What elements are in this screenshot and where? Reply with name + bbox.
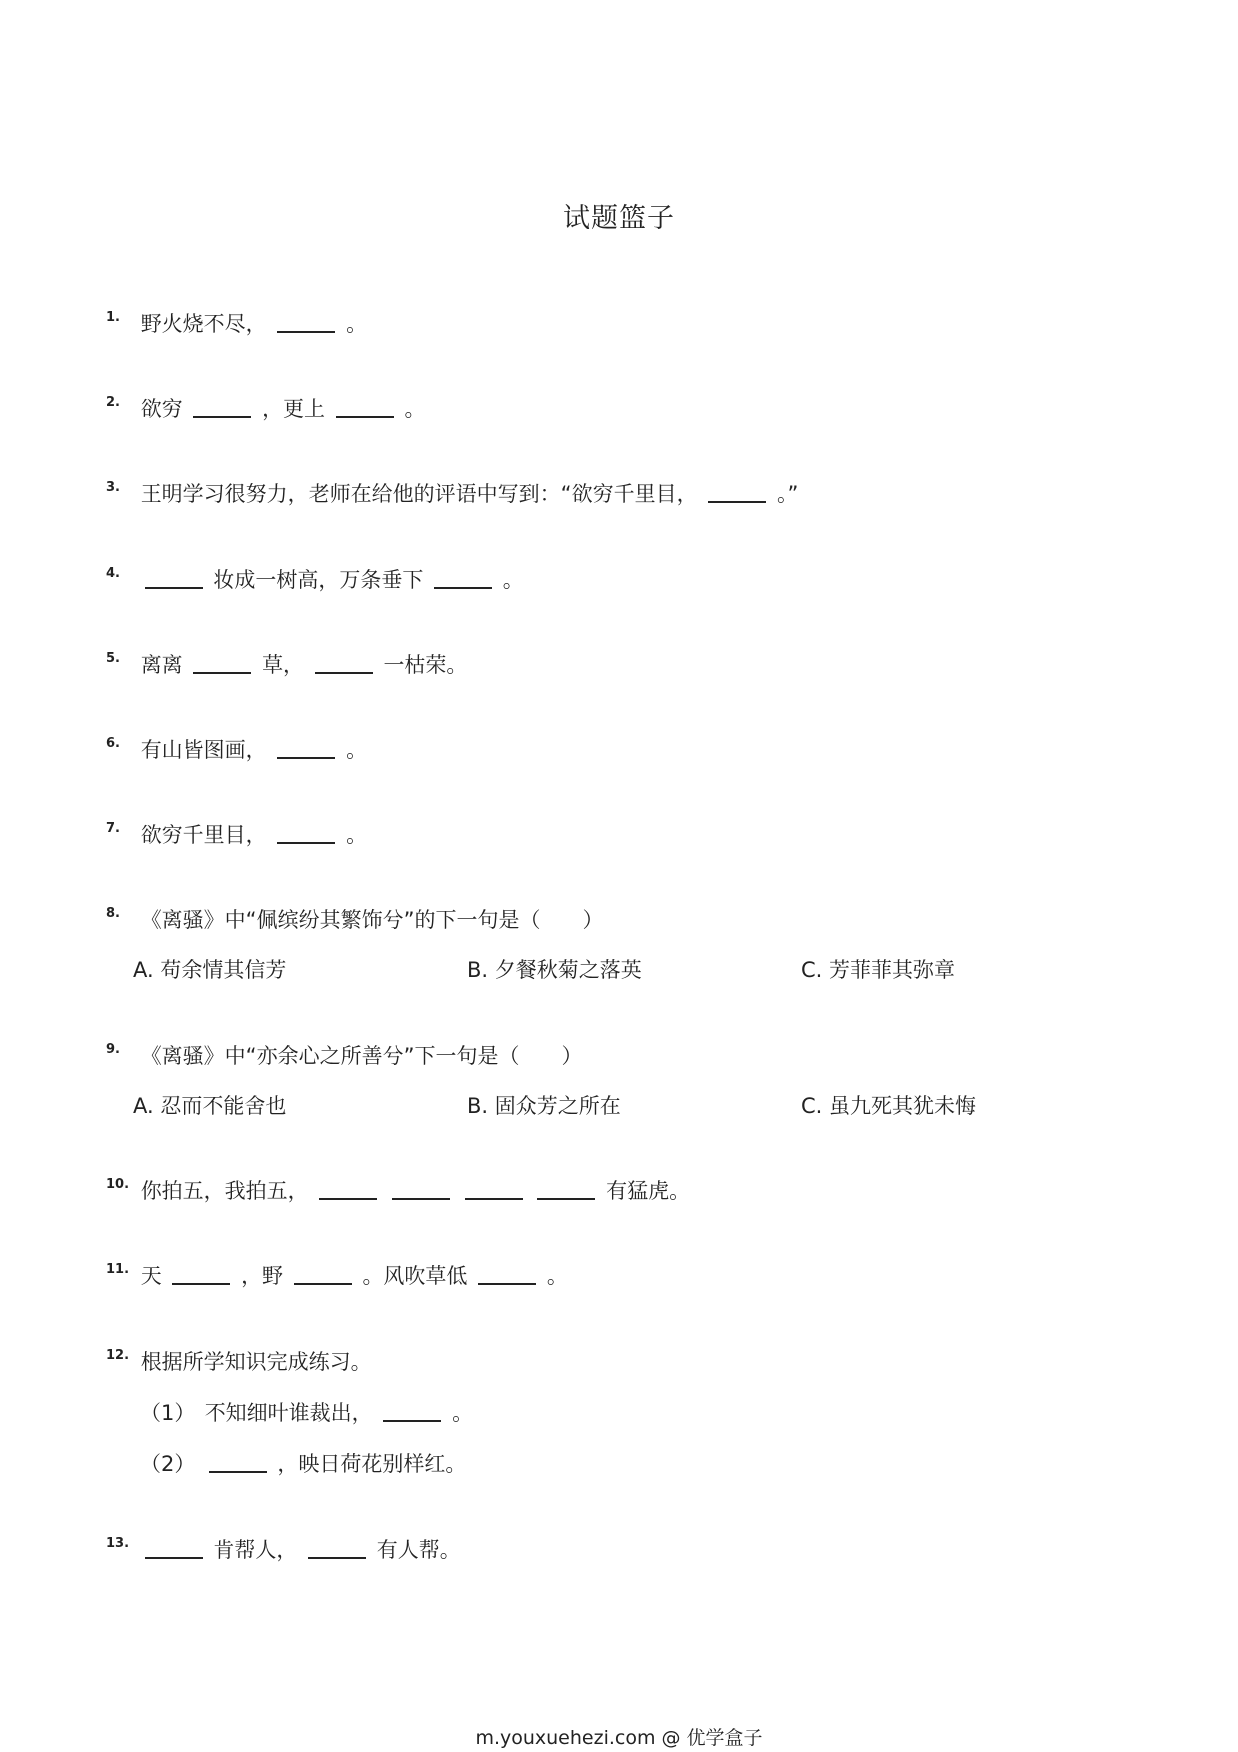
question-text: 王明学习很努力，老师在给他的评语中写到：“欲穷千里目， [140, 482, 698, 506]
question-text: 根据所学知识完成练习。 [140, 1350, 372, 1374]
answer-blank[interactable] [315, 652, 373, 674]
sub-question-label: （1） [140, 1401, 196, 1425]
answer-blank[interactable] [308, 1537, 366, 1559]
answer-blank[interactable] [209, 1451, 267, 1473]
question-number: 13. [106, 1536, 130, 1551]
question-text: 。” [776, 482, 799, 506]
question-number: 9. [106, 1042, 120, 1057]
page-title: 试题篮子 [563, 203, 675, 234]
question-1 [106, 308, 367, 338]
answer-blank[interactable] [145, 567, 203, 589]
sub-question-1 [140, 1397, 473, 1427]
question-number: 3. [106, 480, 120, 495]
question-text: 草， [262, 653, 305, 677]
question-3 [106, 478, 798, 508]
question-number: 2. [106, 395, 120, 410]
question-number: 6. [106, 736, 120, 751]
option-c[interactable]: C. 芳菲菲其弥章 [801, 958, 956, 982]
question-text: 有猛虎。 [606, 1179, 691, 1203]
sub-question-2 [140, 1448, 466, 1478]
answer-blank[interactable] [434, 567, 492, 589]
question-text: 《离骚》中“亦余心之所善兮”下一句是（ ） [140, 1044, 583, 1068]
answer-blank[interactable] [478, 1263, 536, 1285]
answer-blank[interactable] [383, 1400, 441, 1422]
question-text: 。 [404, 397, 426, 421]
question-text: 。 [452, 1401, 474, 1425]
question-number: 7. [106, 821, 120, 836]
question-text: 有山皆图画， [140, 738, 267, 762]
question-text: 《离骚》中“佩缤纷其繁饰兮”的下一句是（ ） [140, 908, 604, 932]
answer-blank[interactable] [465, 1178, 523, 1200]
answer-blank[interactable] [145, 1537, 203, 1559]
question-number: 11. [106, 1262, 130, 1277]
question-number: 12. [106, 1348, 130, 1363]
question-text: 。 [346, 823, 368, 847]
question-text: ，野 [241, 1264, 284, 1288]
question-text: 。 [346, 738, 368, 762]
sub-question-label: （2） [140, 1452, 196, 1476]
question-text: 不知细叶谁裁出， [204, 1401, 373, 1425]
answer-blank[interactable] [537, 1178, 595, 1200]
question-text: ，映日荷花别样红。 [277, 1452, 467, 1476]
question-number: 4. [106, 566, 120, 581]
answer-blank[interactable] [172, 1263, 230, 1285]
option-a[interactable]: A. 忍而不能舍也 [133, 1094, 287, 1118]
question-text: 野火烧不尽， [140, 312, 267, 336]
question-text: 。 [346, 312, 368, 336]
answer-blank[interactable] [193, 652, 251, 674]
footer-site-link[interactable]: m.youxuehezi.com @ 优学盒子 [475, 1727, 763, 1749]
question-text: ，更上 [262, 397, 326, 421]
question-12 [106, 1346, 372, 1376]
question-10 [106, 1175, 690, 1205]
question-4 [106, 564, 524, 594]
question-text: 。 [502, 568, 524, 592]
question-text: 天 [140, 1264, 162, 1288]
answer-blank[interactable] [277, 822, 335, 844]
answer-blank[interactable] [708, 481, 766, 503]
option-b[interactable]: B. 固众芳之所在 [467, 1094, 621, 1118]
question-text: 。风吹草低 [362, 1264, 468, 1288]
question-11 [106, 1260, 568, 1290]
question-7 [106, 819, 367, 849]
question-text: 肯帮人， [213, 1538, 298, 1562]
question-13 [106, 1534, 461, 1564]
question-6 [106, 734, 367, 764]
question-number: 8. [106, 906, 120, 921]
question-text: 离离 [140, 653, 183, 677]
question-2 [106, 393, 425, 423]
question-5 [106, 649, 467, 679]
question-text: 有人帮。 [376, 1538, 461, 1562]
question-number: 10. [106, 1177, 130, 1192]
option-b[interactable]: B. 夕餐秋菊之落英 [467, 958, 642, 982]
question-number: 1. [106, 310, 120, 325]
question-text: 。 [546, 1264, 568, 1288]
answer-blank[interactable] [392, 1178, 450, 1200]
question-text: 欲穷千里目， [140, 823, 267, 847]
answer-blank[interactable] [336, 396, 394, 418]
question-number: 5. [106, 651, 120, 666]
question-text: 欲穷 [140, 397, 183, 421]
option-a[interactable]: A. 苟余情其信芳 [133, 958, 287, 982]
answer-blank[interactable] [277, 311, 335, 333]
question-9 [106, 1040, 582, 1070]
answer-blank[interactable] [277, 737, 335, 759]
answer-blank[interactable] [294, 1263, 352, 1285]
question-text: 一枯荣。 [383, 653, 468, 677]
question-text: 你拍五，我拍五， [140, 1179, 309, 1203]
option-c[interactable]: C. 虽九死其犹未悔 [801, 1094, 977, 1118]
answer-blank[interactable] [193, 396, 251, 418]
answer-blank[interactable] [319, 1178, 377, 1200]
question-8 [106, 904, 603, 934]
question-text: 妆成一树高，万条垂下 [213, 568, 424, 592]
